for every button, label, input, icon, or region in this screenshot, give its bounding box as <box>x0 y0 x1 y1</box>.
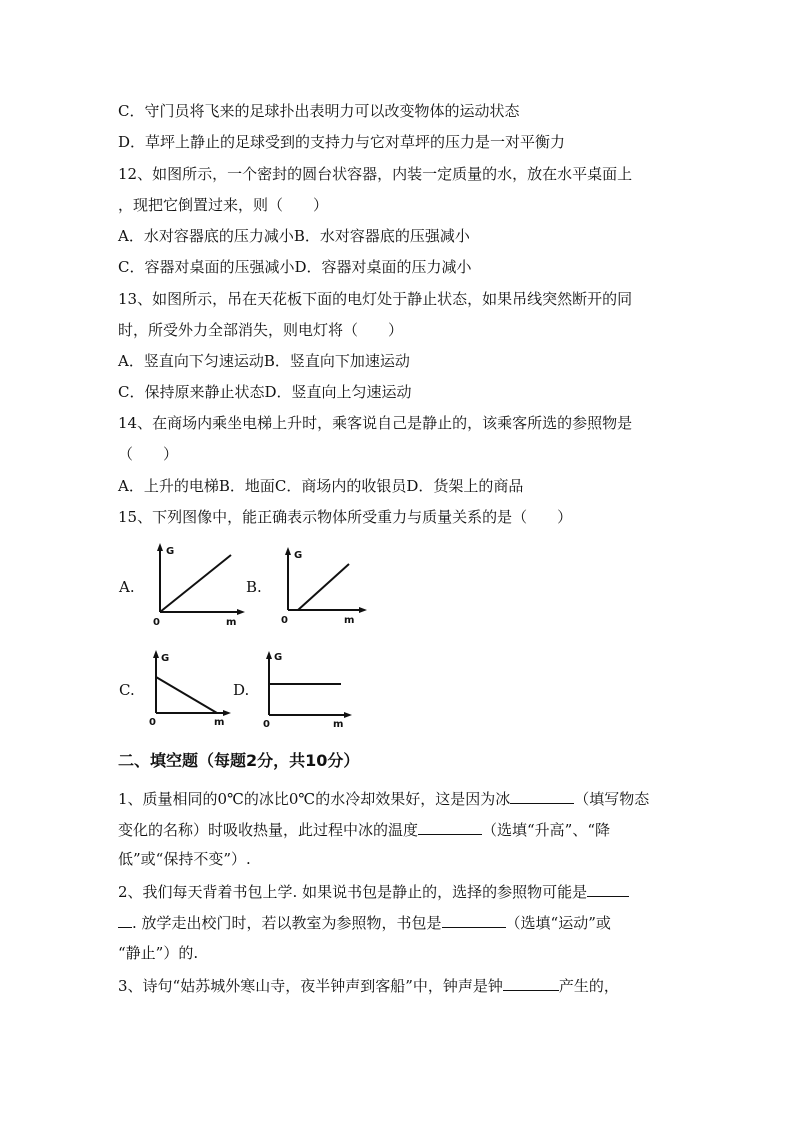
q14-options: A．上升的电梯B．地面C．商场内的收银员D．货架上的商品 <box>118 477 524 495</box>
s2-q1-blank1[interactable] <box>510 787 574 804</box>
s2-q1-text: 变化的名称）时吸收热量，此过程中冰的温度 <box>118 821 419 839</box>
s2-q3-text: 3、诗句“姑苏城外寒山寺，夜半钟声到客船”中，钟声是钟 <box>118 977 503 995</box>
s2-q2-line2 <box>118 911 611 933</box>
q12-options-cd: C．容器对桌面的压强减小D．容器对桌面的压力减小 <box>118 258 472 276</box>
q11-option-c: C．守门员将飞来的足球扑出表明力可以改变物体的运动状态 <box>118 102 520 120</box>
s2-q1-text: （选填“升高”、“降 <box>482 821 611 839</box>
graph-b-x-label: m <box>344 615 355 626</box>
graph-b <box>276 544 371 630</box>
q13-stem-line1: 13、如图所示，吊在天花板下面的电灯处于静止状态，如果吊线突然断开的同 <box>118 290 633 308</box>
graph-c-x-label: m <box>214 717 225 728</box>
graph-c-label: C. <box>119 681 135 699</box>
s2-q3-blank1[interactable] <box>503 974 559 991</box>
graph-b-origin: 0 <box>281 615 288 626</box>
graph-a-label: A. <box>119 578 135 596</box>
graph-c-line <box>156 677 217 713</box>
q12-stem-line1: 12、如图所示，一个密封的圆台状容器，内装一定质量的水，放在水平桌面上 <box>118 165 633 183</box>
s2-q2-line3: “静止”）的. <box>118 944 199 962</box>
s2-q1-line3: 低”或“保持不变”）. <box>118 850 251 868</box>
s2-q2-text: （选填“运动”或 <box>505 914 611 932</box>
s2-q1-line1 <box>118 787 649 809</box>
s2-q2-line1 <box>118 880 629 902</box>
section2-heading: 二、填空题（每题2分，共10分） <box>118 751 360 770</box>
q13-options-ab: A．竖直向下匀速运动B．竖直向下加速运动 <box>118 352 410 370</box>
s2-q2-blank1[interactable] <box>587 880 629 897</box>
graph-a-origin: 0 <box>153 617 160 628</box>
graph-a-y-label: G <box>166 546 175 557</box>
s2-q3-line1 <box>118 974 619 996</box>
graph-c <box>143 647 238 732</box>
graph-a-line <box>160 555 231 612</box>
graph-c-origin: 0 <box>149 717 156 728</box>
q14-stem-line1: 14、在商场内乘坐电梯上升时，乘客说自己是静止的，该乘客所选的参照物是 <box>118 414 633 432</box>
graph-b-y-label: G <box>294 550 303 561</box>
q12-stem-line2: ，现把它倒置过来，则（ ） <box>118 196 329 214</box>
graph-a <box>148 540 248 630</box>
s2-q2-text: . 放学走出校门时，若以教室为参照物，书包是 <box>132 914 442 932</box>
q15-stem: 15、下列图像中，能正确表示物体所受重力与质量关系的是（ ） <box>118 508 573 526</box>
s2-q2-blank1-cont[interactable] <box>118 911 132 928</box>
s2-q2-text: 2、我们每天背着书包上学. 如果说书包是静止的，选择的参照物可能是 <box>118 883 588 901</box>
s2-q1-text: 1、质量相同的0℃的冰比0℃的水冷却效果好，这是因为冰 <box>118 790 511 808</box>
s2-q1-text: （填写物态 <box>574 790 650 808</box>
graph-d-y-label: G <box>274 652 283 663</box>
graph-b-line <box>298 564 349 610</box>
graph-d-label: D. <box>233 681 250 699</box>
s2-q3-text: 产生的， <box>558 977 619 995</box>
graph-d-origin: 0 <box>263 719 270 730</box>
q11-option-d: D．草坪上静止的足球受到的支持力与它对草坪的压力是一对平衡力 <box>118 133 566 151</box>
s2-q1-line2 <box>118 818 610 840</box>
graph-c-y-label: G <box>161 653 170 664</box>
graph-d-x-label: m <box>333 719 344 730</box>
s2-q2-blank2[interactable] <box>442 911 506 928</box>
graph-d <box>259 648 359 732</box>
graph-a-x-label: m <box>226 617 237 628</box>
graph-b-label: B. <box>246 578 262 596</box>
q14-stem-line2: （ ） <box>118 445 179 463</box>
s2-q1-blank2[interactable] <box>418 818 482 835</box>
q12-options-ab: A．水对容器底的压力减小B．水对容器底的压强减小 <box>118 227 470 245</box>
q13-options-cd: C．保持原来静止状态D．竖直向上匀速运动 <box>118 383 412 401</box>
q13-stem-line2: 时，所受外力全部消失，则电灯将（ ） <box>118 321 404 339</box>
